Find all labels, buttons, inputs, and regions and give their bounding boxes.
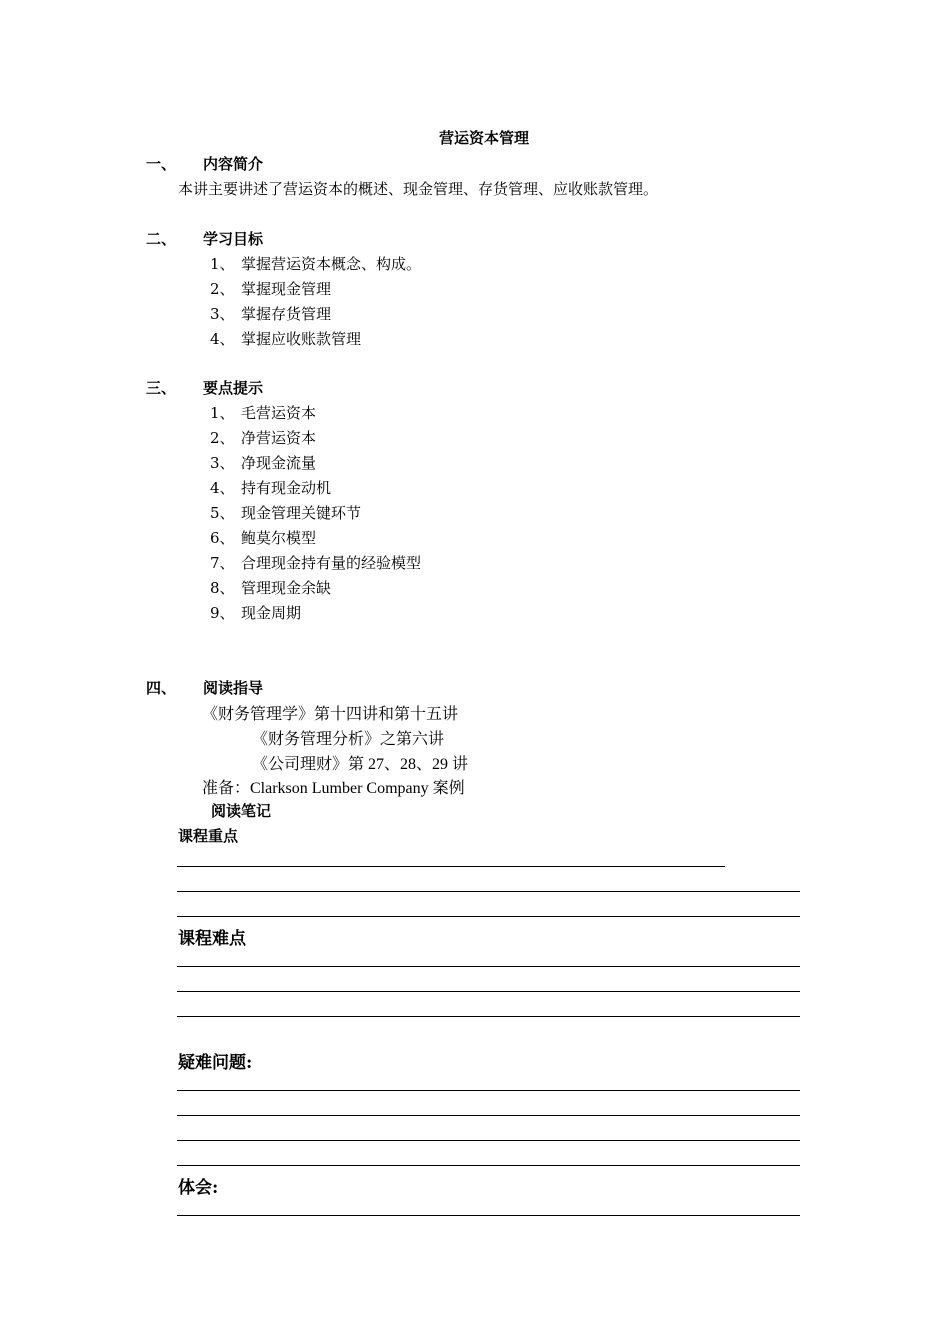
list-item-number: 1、 xyxy=(210,404,235,422)
writing-line xyxy=(177,1140,800,1141)
section-2-title: 学习目标 xyxy=(203,230,264,248)
list-item xyxy=(210,452,316,473)
list-item-number: 2、 xyxy=(210,280,235,298)
list-item-text: 现金周期 xyxy=(241,604,302,622)
list-item xyxy=(210,278,331,299)
reading-line: 准备：Clarkson Lumber Company 案例 xyxy=(202,780,465,797)
document-title: 营运资本管理 xyxy=(438,129,529,147)
list-item xyxy=(210,303,331,324)
writing-line xyxy=(177,966,800,967)
list-item-number: 5、 xyxy=(210,504,235,522)
reading-line: 《财务管理分析》之第六讲 xyxy=(252,731,445,748)
reading-line: 《公司理财》第 27、28、29 讲 xyxy=(252,756,469,773)
list-item-number: 3、 xyxy=(210,454,235,472)
writing-line xyxy=(177,1215,800,1216)
list-item-text: 现金管理关键环节 xyxy=(241,504,362,522)
list-item-number: 9、 xyxy=(210,604,235,622)
writing-line xyxy=(177,1090,800,1091)
list-item xyxy=(210,328,361,349)
list-item xyxy=(210,552,421,573)
list-item-text: 毛营运资本 xyxy=(241,404,317,422)
writing-line xyxy=(177,1115,800,1116)
list-item-number: 3、 xyxy=(210,305,235,323)
list-item-text: 掌握存货管理 xyxy=(241,305,332,323)
list-item xyxy=(210,527,316,548)
intro-text: 本讲主要讲述了营运资本的概述、现金管理、存货管理、应收账款管理。 xyxy=(178,180,659,198)
list-item-number: 4、 xyxy=(210,330,235,348)
section-3-title: 要点提示 xyxy=(203,379,264,397)
list-item-text: 掌握现金管理 xyxy=(241,280,332,298)
section-4-title: 阅读指导 xyxy=(203,679,264,697)
list-item-text: 掌握营运资本概念、构成。 xyxy=(241,255,422,273)
list-item-text: 净营运资本 xyxy=(241,429,317,447)
section-1-number: 一、 xyxy=(146,155,177,173)
list-item-text: 管理现金余缺 xyxy=(241,579,332,597)
list-item xyxy=(210,602,301,623)
list-item-text: 掌握应收账款管理 xyxy=(241,330,362,348)
writing-line xyxy=(177,891,800,892)
section-2-number: 二、 xyxy=(146,230,177,248)
writing-line xyxy=(177,1165,800,1166)
list-item-text: 净现金流量 xyxy=(241,454,317,472)
section-3-number: 三、 xyxy=(146,379,177,397)
reflection-heading: 体会: xyxy=(178,1178,219,1198)
list-item xyxy=(210,253,421,274)
section-4-number: 四、 xyxy=(146,679,177,697)
writing-line xyxy=(177,866,725,867)
reading-notes-title: 阅读笔记 xyxy=(211,802,272,820)
list-item-number: 8、 xyxy=(210,579,235,597)
reading-line: 《财务管理学》第十四讲和第十五讲 xyxy=(202,706,459,723)
list-item-number: 2、 xyxy=(210,429,235,447)
difficult-questions-heading: 疑难问题: xyxy=(178,1053,253,1073)
list-item-number: 7、 xyxy=(210,554,235,572)
writing-line xyxy=(177,991,800,992)
list-item xyxy=(210,502,361,523)
list-item-number: 1、 xyxy=(210,255,235,273)
course-key-points-heading: 课程重点 xyxy=(178,827,239,845)
course-difficulties-heading: 课程难点 xyxy=(178,929,246,949)
section-1-title: 内容简介 xyxy=(203,155,264,173)
list-item-text: 合理现金持有量的经验模型 xyxy=(241,554,422,572)
list-item-text: 鲍莫尔模型 xyxy=(241,529,317,547)
list-item-number: 6、 xyxy=(210,529,235,547)
list-item-number: 4、 xyxy=(210,479,235,497)
writing-line xyxy=(177,1016,800,1017)
list-item xyxy=(210,477,331,498)
list-item xyxy=(210,402,316,423)
list-item xyxy=(210,577,331,598)
writing-line xyxy=(177,916,800,917)
list-item-text: 持有现金动机 xyxy=(241,479,332,497)
list-item xyxy=(210,427,316,448)
